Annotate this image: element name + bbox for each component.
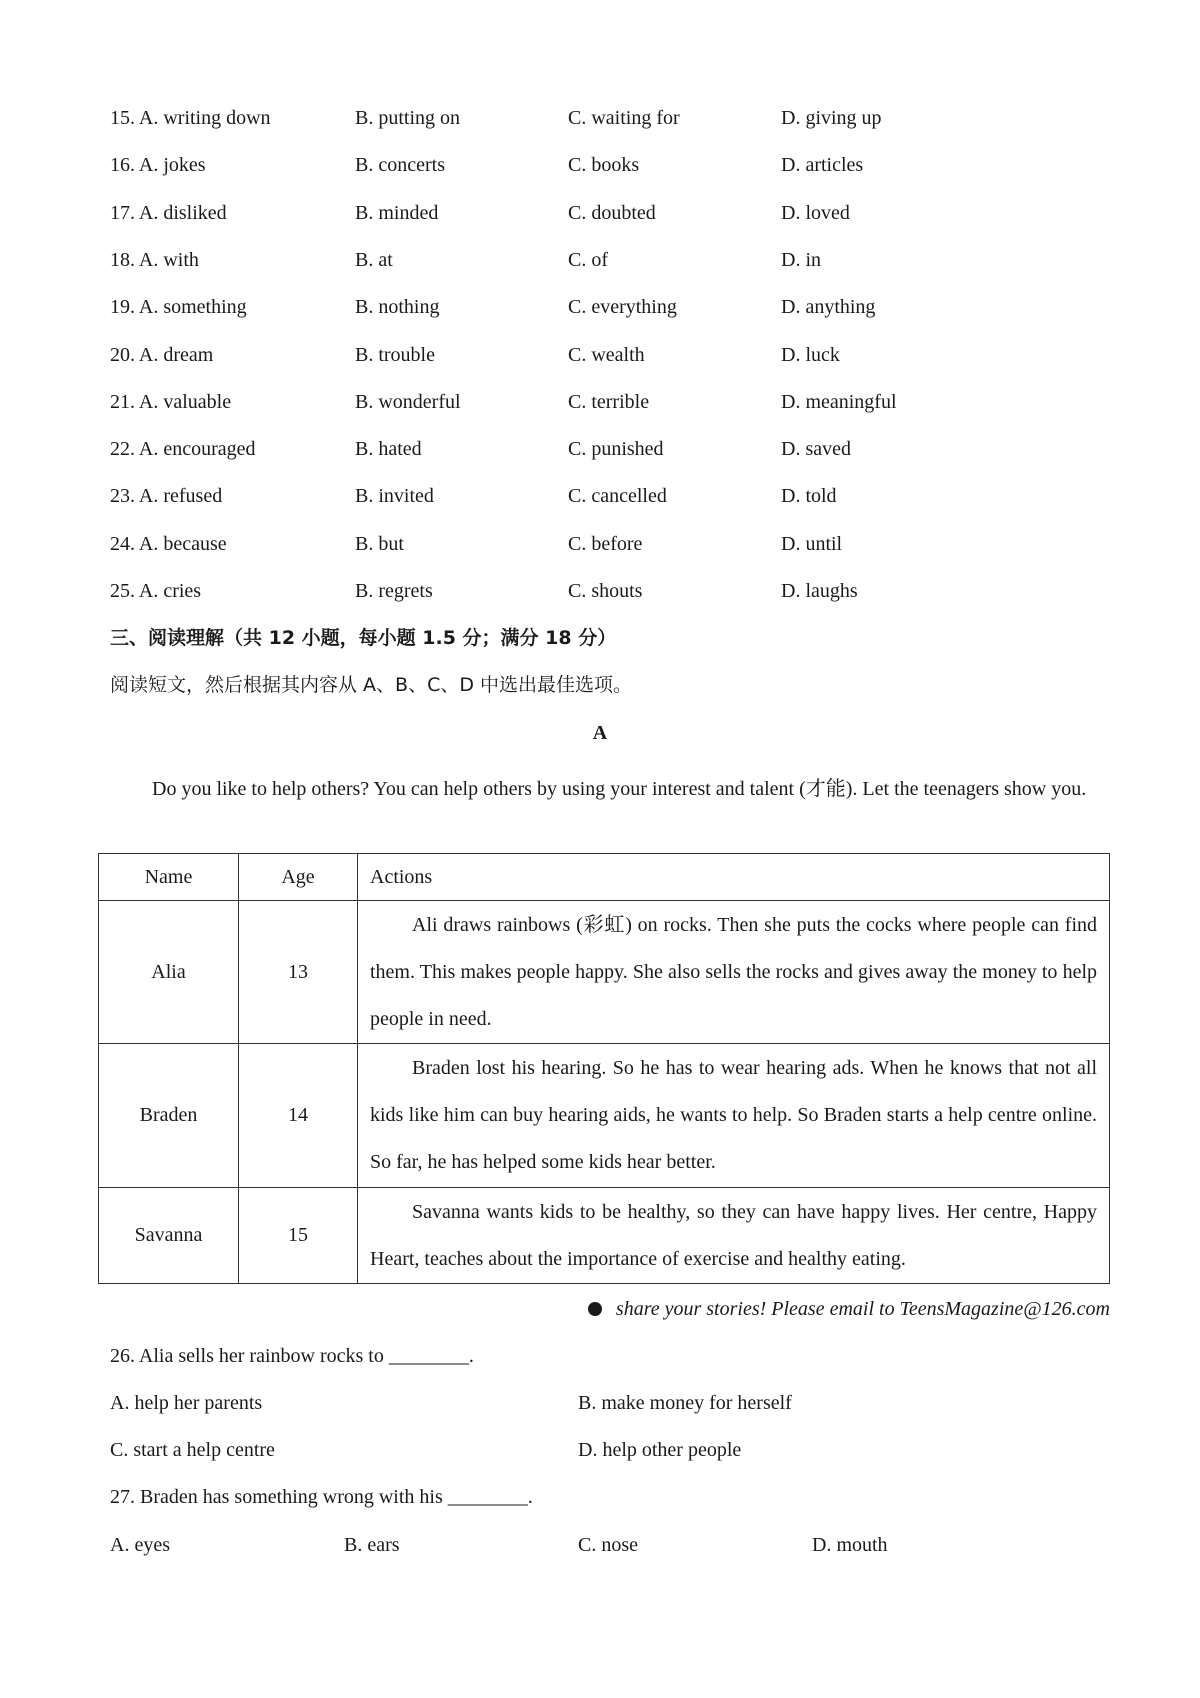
table-row xyxy=(99,901,1110,1044)
option-c: C. books xyxy=(568,154,640,176)
option-d: D. told xyxy=(781,485,837,507)
option-d: D. loved xyxy=(781,202,850,224)
option-b: B. nothing xyxy=(355,296,440,318)
question-26-stem: 26. Alia sells her rainbow rocks to ________. xyxy=(110,1345,474,1367)
option-d: D. articles xyxy=(781,154,864,176)
question-27-option-a: A. eyes xyxy=(110,1534,170,1556)
option-b: B. at xyxy=(355,249,393,271)
question-26-option-c: C. start a help centre xyxy=(110,1439,275,1461)
option-d: D. giving up xyxy=(781,107,882,129)
option-c: C. doubted xyxy=(568,202,656,224)
option-a: 20. A. dream xyxy=(110,344,214,366)
question-27-option-b: B. ears xyxy=(344,1534,400,1556)
section-heading: 三、阅读理解（共 12 小题，每小题 1.5 分；满分 18 分） xyxy=(110,627,617,649)
option-b: B. regrets xyxy=(355,580,433,602)
table-row xyxy=(99,1188,1110,1284)
question-26-option-d: D. help other people xyxy=(578,1439,742,1461)
option-c: C. before xyxy=(568,533,643,555)
option-b: B. invited xyxy=(355,485,434,507)
option-row-23 xyxy=(110,481,1110,511)
question-27-option-c: C. nose xyxy=(578,1534,638,1556)
option-c: C. terrible xyxy=(568,391,650,413)
option-d: D. meaningful xyxy=(781,391,897,413)
header-age: Age xyxy=(239,854,358,901)
question-27-option-d: D. mouth xyxy=(812,1534,888,1556)
option-b: B. concerts xyxy=(355,154,445,176)
option-a: 24. A. because xyxy=(110,533,227,555)
cell-age: 14 xyxy=(239,1044,358,1188)
option-row-21 xyxy=(110,387,1110,417)
option-row-15 xyxy=(110,103,1110,133)
option-d: D. luck xyxy=(781,344,840,366)
table-row xyxy=(99,1044,1110,1188)
option-c: C. punished xyxy=(568,438,664,460)
header-name: Name xyxy=(99,854,239,901)
question-27-stem: 27. Braden has something wrong with his ________. xyxy=(110,1486,533,1508)
option-b: B. trouble xyxy=(355,344,435,366)
option-d: D. in xyxy=(781,249,821,271)
section-instruction: 阅读短文，然后根据其内容从 A、B、C、D 中选出最佳选项。 xyxy=(110,674,633,696)
option-d: D. laughs xyxy=(781,580,858,602)
option-a: 21. A. valuable xyxy=(110,391,232,413)
option-c: C. cancelled xyxy=(568,485,667,507)
passage-title: A xyxy=(592,722,608,744)
table-header-row xyxy=(99,854,1110,901)
bullet-icon xyxy=(588,1302,602,1316)
option-d: D. anything xyxy=(781,296,876,318)
option-a: 19. A. something xyxy=(110,296,247,318)
option-b: B. putting on xyxy=(355,107,461,129)
option-a: 15. A. writing down xyxy=(110,107,271,129)
option-b: B. wonderful xyxy=(355,391,461,413)
option-c: C. of xyxy=(568,249,608,271)
option-row-19 xyxy=(110,292,1110,322)
option-a: 25. A. cries xyxy=(110,580,202,602)
question-26-option-b: B. make money for herself xyxy=(578,1392,792,1414)
cell-name: Braden xyxy=(99,1044,239,1188)
option-d: D. saved xyxy=(781,438,851,460)
option-c: C. wealth xyxy=(568,344,645,366)
option-b: B. minded xyxy=(355,202,439,224)
option-a: 23. A. refused xyxy=(110,485,223,507)
option-row-20 xyxy=(110,340,1110,370)
cell-actions xyxy=(358,1188,1110,1284)
option-row-17 xyxy=(110,198,1110,228)
option-row-25 xyxy=(110,576,1110,606)
cell-name: Alia xyxy=(99,901,239,1044)
option-b: B. but xyxy=(355,533,404,555)
header-actions: Actions xyxy=(358,854,1110,901)
option-c: C. everything xyxy=(568,296,677,318)
cell-age: 15 xyxy=(239,1188,358,1284)
footnote-text: share your stories! Please email to TeensMagazine@126.com xyxy=(615,1298,1110,1320)
footnote xyxy=(588,1294,1110,1324)
option-a: 16. A. jokes xyxy=(110,154,206,176)
question-26-option-a: A. help her parents xyxy=(110,1392,263,1414)
teens-table xyxy=(98,853,1110,1284)
cell-name: Savanna xyxy=(99,1188,239,1284)
option-c: C. waiting for xyxy=(568,107,680,129)
option-a: 22. A. encouraged xyxy=(110,438,256,460)
option-row-22 xyxy=(110,434,1110,464)
option-row-18 xyxy=(110,245,1110,275)
cell-actions xyxy=(358,901,1110,1044)
option-a: 18. A. with xyxy=(110,249,199,271)
actions-text: Savanna wants kids to be healthy, so they can have happy lives. Her centre, Happy Heart, teaches about the importance of exercise and healthy eating. xyxy=(370,1200,1097,1270)
cell-age: 13 xyxy=(239,901,358,1044)
option-b: B. hated xyxy=(355,438,422,460)
cell-actions xyxy=(358,1044,1110,1188)
option-a: 17. A. disliked xyxy=(110,202,227,224)
option-c: C. shouts xyxy=(568,580,643,602)
option-row-16 xyxy=(110,150,1110,180)
option-row-24 xyxy=(110,529,1110,559)
passage-intro: Do you like to help others? You can help others by using your interest and talent (才能). Let the teenagers show you. xyxy=(152,778,1087,800)
actions-text: Ali draws rainbows (彩虹) on rocks. Then she puts the cocks where people can find them. This makes people happy. She also sells the rocks and gives away the money to help people in need. xyxy=(370,913,1097,1030)
option-d: D. until xyxy=(781,533,843,555)
actions-text: Braden lost his hearing. So he has to wear hearing ads. When he knows that not all kids like him can buy hearing aids, he wants to help. So Braden starts a help centre online. So far, he has helped some kids hear better. xyxy=(370,1057,1097,1173)
